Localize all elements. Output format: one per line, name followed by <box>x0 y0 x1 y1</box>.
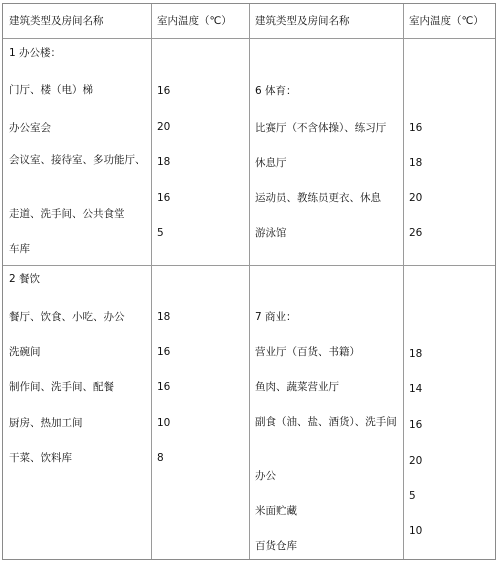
temperature-value: 18 <box>409 348 423 360</box>
temperature-value: 20 <box>409 455 423 467</box>
temperature-value: 26 <box>409 227 423 239</box>
divider-col2 <box>249 4 250 559</box>
section-title-sports: 6 体育： <box>255 85 297 97</box>
room-name: 厨房、热加工间 <box>9 417 83 429</box>
temperature-value: 18 <box>409 157 423 169</box>
room-name: 副食（油、盐、酒货）、洗手间 <box>255 416 397 428</box>
room-name: 门厅、楼（电）梯 <box>9 84 93 96</box>
temperature-value: 5 <box>409 490 416 502</box>
temperature-table <box>2 3 496 560</box>
temperature-value: 20 <box>409 192 423 204</box>
room-name: 洗碗间 <box>9 346 41 358</box>
room-name: 米面贮藏 <box>255 505 297 517</box>
temperature-value: 10 <box>157 417 171 429</box>
room-name: 走道、洗手间、公共食堂 <box>9 208 125 220</box>
temperature-value: 16 <box>157 346 171 358</box>
header-room-name-right: 建筑类型及房间名称 <box>255 15 350 27</box>
section-title-commerce: 7 商业： <box>255 311 297 323</box>
temperature-value: 16 <box>157 381 171 393</box>
temperature-value: 18 <box>157 311 171 323</box>
temperature-value: 8 <box>157 452 164 464</box>
room-name: 游泳馆 <box>255 227 287 239</box>
temperature-value: 16 <box>157 192 171 204</box>
room-name: 会议室、接待室、多功能厅、 <box>9 154 146 166</box>
temperature-value: 16 <box>409 122 423 134</box>
room-name: 办公室会 <box>9 122 51 134</box>
room-name: 百货仓库 <box>255 540 297 552</box>
room-name: 营业厅（百货、书籍） <box>255 346 360 358</box>
temperature-value: 16 <box>409 419 423 431</box>
room-name: 干菜、饮料库 <box>9 452 72 464</box>
section-title-dining: 2 餐饮 <box>9 273 41 285</box>
room-name: 制作间、洗手间、配餐 <box>9 381 114 393</box>
temperature-value: 16 <box>157 85 171 97</box>
room-name: 运动员、教练员更衣、休息 <box>255 192 381 204</box>
temperature-value: 18 <box>157 156 171 168</box>
temperature-value: 20 <box>157 121 171 133</box>
temperature-value: 14 <box>409 383 423 395</box>
room-name: 休息厅 <box>255 157 287 169</box>
room-name: 车库 <box>9 243 30 255</box>
room-name: 鱼肉、蔬菜营业厅 <box>255 381 339 393</box>
header-temperature-right: 室内温度（℃） <box>409 15 484 27</box>
room-name: 比赛厅（不含体操）、练习厅 <box>255 122 387 134</box>
room-name: 餐厅、饮食、小吃、办公 <box>9 311 125 323</box>
header-room-name-left: 建筑类型及房间名称 <box>9 15 104 27</box>
header-divider <box>3 38 495 39</box>
section-title-office: 1 办公楼： <box>9 47 62 59</box>
temperature-value: 5 <box>157 227 164 239</box>
section-divider <box>3 265 495 266</box>
temperature-value: 10 <box>409 525 423 537</box>
header-temperature-left: 室内温度（℃） <box>157 15 232 27</box>
room-name: 办公 <box>255 470 276 482</box>
divider-col1 <box>151 4 152 559</box>
divider-col3 <box>403 4 404 559</box>
